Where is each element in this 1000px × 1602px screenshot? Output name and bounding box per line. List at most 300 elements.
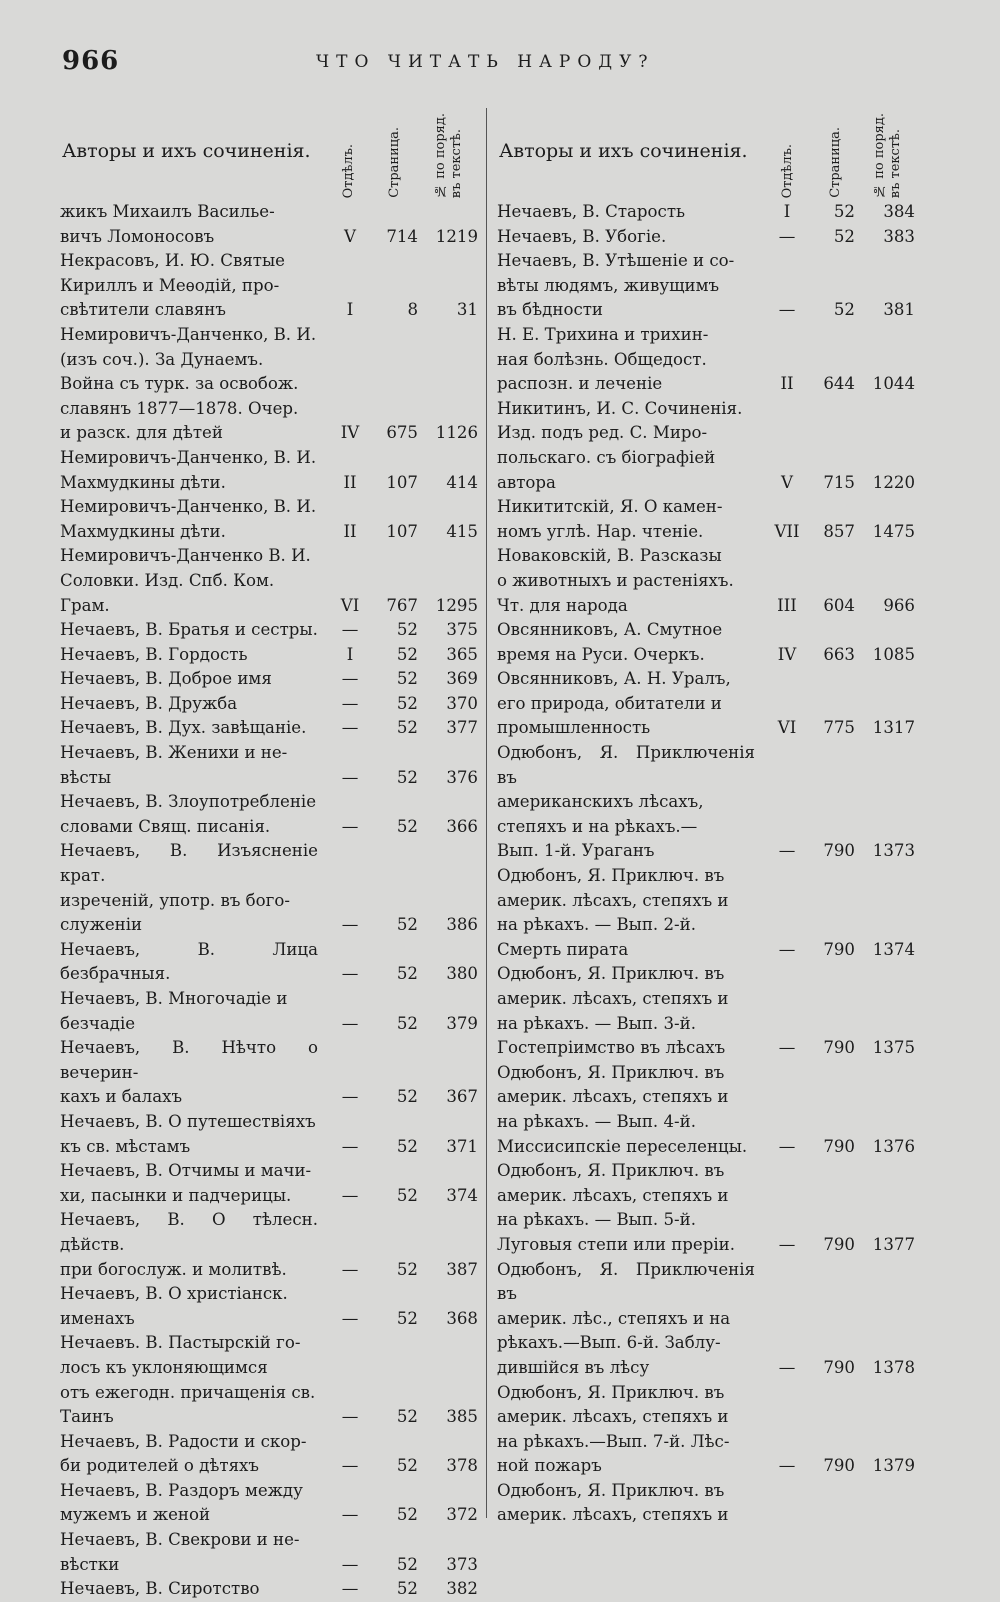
entry-number: 386 <box>446 915 478 935</box>
entry-number: 1126 <box>435 423 478 443</box>
entry-line: Махмудкины дѣти. <box>60 521 226 541</box>
entry-line: промышленность <box>497 718 651 738</box>
entry-numbers <box>328 1405 480 1430</box>
entry-line: Нечаевъ, В. Раздоръ между <box>60 1480 303 1500</box>
entry-line: Нечаевъ, В. Убогіе. <box>497 226 667 246</box>
entry-number: 376 <box>446 767 478 787</box>
entry-section: — <box>778 841 796 861</box>
entry-section: — <box>778 1456 796 1476</box>
entry-numbers <box>328 716 480 741</box>
entry-text <box>60 1282 318 1331</box>
entry-numbers <box>328 225 480 250</box>
entry-page: 52 <box>396 693 418 713</box>
entry-line: вѣсты <box>60 767 112 787</box>
entry-page: 52 <box>396 816 418 836</box>
entry-line: Нечаевъ, В. Доброе имя <box>60 669 272 689</box>
entry-line: степяхъ и на рѣкахъ.— <box>497 816 698 836</box>
index-entry <box>60 618 480 643</box>
entry-numbers <box>328 520 480 545</box>
entry-text <box>60 716 318 741</box>
entry-numbers <box>765 1356 917 1381</box>
entry-numbers <box>765 372 917 397</box>
entry-text <box>60 938 318 987</box>
entry-page: 52 <box>396 1554 418 1574</box>
entry-line: дившійся въ лѣсу <box>497 1357 650 1377</box>
entry-line: (изъ соч.). За Дунаемъ. <box>60 349 264 369</box>
index-entry <box>497 323 921 397</box>
entry-section: — <box>341 620 359 640</box>
entry-line: Одюбонъ, Я. Приключ. въ <box>497 1161 725 1181</box>
index-entry <box>60 667 480 692</box>
entry-number: 385 <box>446 1407 478 1427</box>
index-entry <box>497 1061 921 1159</box>
entry-page: 8 <box>407 300 418 320</box>
entry-numbers <box>328 1553 480 1578</box>
entry-line: время на Руси. Очеркъ. <box>497 644 705 664</box>
entry-page: 52 <box>833 226 855 246</box>
entry-numbers <box>765 643 917 668</box>
entry-number: 379 <box>446 1013 478 1033</box>
entry-line: изреченій, употр. въ бого- <box>60 890 290 910</box>
entry-line: вѣты людямъ, живущимъ <box>497 275 720 295</box>
entry-number: 966 <box>883 595 915 615</box>
entry-text <box>60 790 318 839</box>
entry-page: 52 <box>396 1407 418 1427</box>
entry-page: 714 <box>386 226 418 246</box>
index-entry <box>497 495 921 544</box>
entry-section: II <box>780 374 794 394</box>
entry-line: Таинъ <box>60 1407 114 1427</box>
entry-section: — <box>341 1579 359 1599</box>
entry-line: америк. лѣсахъ, степяхъ и <box>497 890 729 910</box>
entry-text <box>497 1479 755 1528</box>
entry-number: 387 <box>446 1259 478 1279</box>
entry-text <box>60 1430 318 1479</box>
entry-line: америк. лѣсахъ, степяхъ и <box>497 989 729 1008</box>
entry-text <box>60 1159 318 1208</box>
column-header-title: Авторы и ихъ сочиненія. <box>499 140 748 162</box>
entry-numbers <box>328 298 480 323</box>
entry-line: Никитинъ, И. С. Сочиненія. <box>497 398 743 418</box>
entry-line: Одюбонъ, Я. Приключ. въ <box>497 1062 725 1082</box>
entry-line: безчадіе <box>60 1013 136 1033</box>
entry-section: — <box>341 1456 359 1476</box>
index-entry <box>60 200 480 249</box>
entry-line: америк. лѣсахъ, степяхъ и <box>497 1185 729 1205</box>
entry-text <box>497 249 755 323</box>
entry-line: Нечаевъ, В. Злоупотребленіе <box>60 792 317 812</box>
entry-line: о животныхъ и растеніяхъ. <box>497 570 734 590</box>
entry-text <box>497 1381 755 1479</box>
entry-line: въ бѣдности <box>497 300 603 320</box>
entry-line: Нечаевъ, В. Братья и сестры. <box>60 620 318 640</box>
entry-number: 1085 <box>872 644 915 664</box>
entry-numbers <box>328 766 480 791</box>
entry-number: 1374 <box>872 939 915 959</box>
index-entry <box>497 1479 921 1528</box>
entry-numbers <box>328 643 480 668</box>
entry-numbers <box>328 594 480 619</box>
entry-page: 790 <box>823 1038 855 1058</box>
index-entry <box>60 1208 480 1282</box>
entry-line: именахъ <box>60 1308 135 1328</box>
entry-section: — <box>341 1013 359 1033</box>
index-entry <box>497 1258 921 1381</box>
entry-section: — <box>341 1308 359 1328</box>
entry-numbers <box>765 225 917 250</box>
entry-number: 374 <box>446 1185 478 1205</box>
index-entry <box>60 1159 480 1208</box>
index-entry <box>60 741 480 790</box>
entry-line: Немировичъ-Данченко, В. И. <box>60 497 317 517</box>
entry-section: — <box>341 1505 359 1525</box>
entry-line: Некрасовъ, И. Ю. Святые <box>60 251 285 271</box>
entry-line: на рѣкахъ. — Вып. 3-й. <box>497 1013 696 1033</box>
entry-page: 715 <box>823 472 855 492</box>
entry-line: Нечаевъ, В. Дружба <box>60 693 238 713</box>
entry-text <box>60 1528 318 1577</box>
entry-text <box>60 839 318 937</box>
index-entry <box>497 667 921 741</box>
entry-line: Нечаевъ, В. Отчимы и мачи- <box>60 1161 312 1181</box>
entry-number: 368 <box>446 1308 478 1328</box>
entry-section: — <box>341 1554 359 1574</box>
entry-section: V <box>781 472 793 492</box>
entry-page: 52 <box>396 1013 418 1033</box>
entry-section: — <box>778 300 796 320</box>
index-entry <box>60 544 480 618</box>
entry-page: 790 <box>823 1357 855 1377</box>
entry-number: 1044 <box>872 374 915 394</box>
column-header-number-line1: № по поряд. <box>433 113 448 198</box>
entry-numbers <box>765 716 917 741</box>
entry-line: Одюбонъ, Я. Приключ. въ <box>497 1480 725 1500</box>
index-entry <box>60 249 480 323</box>
entry-section: — <box>341 1087 359 1107</box>
entry-line: Одюбонъ, Я. Приключ. въ <box>497 1382 725 1402</box>
entry-number: 378 <box>446 1456 478 1476</box>
index-entry <box>497 225 921 250</box>
entry-numbers <box>328 1135 480 1160</box>
entry-numbers <box>328 1085 480 1110</box>
entry-section: — <box>778 1136 796 1156</box>
entry-line: америк. лѣс., степяхъ и на <box>497 1308 731 1328</box>
entry-page: 790 <box>823 1456 855 1476</box>
entry-text <box>60 741 318 790</box>
entry-page: 857 <box>823 521 855 541</box>
entry-text <box>60 1110 318 1159</box>
entry-page: 52 <box>396 1579 418 1599</box>
entry-number: 370 <box>446 693 478 713</box>
entry-numbers <box>765 520 917 545</box>
entry-line: на рѣкахъ. — Вып. 5-й. <box>497 1210 696 1230</box>
entry-text <box>497 225 755 250</box>
entry-text <box>497 544 755 618</box>
entry-line: Нечаевъ, В. Нѣчто о вечерин- <box>60 1038 318 1082</box>
index-entry <box>60 1430 480 1479</box>
entry-section: V <box>344 226 356 246</box>
entry-page: 790 <box>823 841 855 861</box>
entry-section: III <box>777 595 797 615</box>
entry-line: при богослуж. и молитвѣ. <box>60 1259 287 1279</box>
entry-number: 1220 <box>872 472 915 492</box>
entry-section: VI <box>340 595 360 615</box>
entry-line: Нечаевъ, В. Многочадіе и <box>60 989 288 1008</box>
index-entry <box>60 1577 480 1602</box>
entry-section: — <box>778 939 796 959</box>
entry-text <box>60 1208 318 1282</box>
entry-number: 382 <box>446 1579 478 1599</box>
column-header-section: Отдѣлъ. <box>341 143 356 198</box>
entry-numbers <box>328 1258 480 1283</box>
entry-line: вѣстки <box>60 1554 120 1574</box>
entry-page: 52 <box>396 718 418 738</box>
entry-section: — <box>341 964 359 984</box>
entry-text <box>497 618 755 667</box>
entry-page: 52 <box>396 1136 418 1156</box>
entry-number: 415 <box>446 521 478 541</box>
entry-number: 381 <box>883 300 915 320</box>
entry-number: 1377 <box>872 1234 915 1254</box>
entry-line: Немировичъ-Данченко, В. И. <box>60 324 317 344</box>
entry-line: Нечаевъ, В. О христіанск. <box>60 1284 288 1304</box>
entry-numbers <box>765 471 917 496</box>
index-entry <box>60 1110 480 1159</box>
index-entry <box>60 446 480 495</box>
entry-text <box>60 667 318 692</box>
entry-number: 1295 <box>435 595 478 615</box>
entry-line: Нечаевъ, В. Лица безбрачныя. <box>60 939 318 984</box>
index-entry <box>60 716 480 741</box>
entry-number: 1376 <box>872 1136 915 1156</box>
entry-line: Миссисипскіе переселенцы. <box>497 1136 748 1156</box>
entry-number: 414 <box>446 472 478 492</box>
index-entry <box>497 741 921 864</box>
entry-line: на рѣкахъ.—Вып. 7-й. Лѣс- <box>497 1431 730 1451</box>
index-entry <box>497 397 921 495</box>
entry-line: Нечаевъ, В. О путешествіяхъ <box>60 1111 316 1131</box>
entry-text <box>497 1258 755 1381</box>
entry-text <box>60 643 318 668</box>
entry-numbers <box>765 298 917 323</box>
entry-line: Махмудкины дѣти. <box>60 472 226 492</box>
entry-page: 52 <box>396 1505 418 1525</box>
entry-numbers <box>328 1503 480 1528</box>
index-entry <box>60 1036 480 1110</box>
entry-numbers <box>328 1454 480 1479</box>
entry-line: Нечаевъ, В. Старость <box>497 202 686 221</box>
entry-numbers <box>765 839 917 864</box>
entry-line: Нечаевъ. В. Пастырскій го- <box>60 1333 301 1353</box>
entry-text <box>497 864 755 962</box>
index-entry <box>60 1331 480 1429</box>
entry-numbers <box>328 421 480 446</box>
entry-line: Вып. 1-й. Ураганъ <box>497 841 655 861</box>
entry-section: — <box>778 1234 796 1254</box>
entry-section: I <box>346 644 354 664</box>
column-header <box>60 102 480 200</box>
index-entry <box>60 1528 480 1577</box>
entry-line: Н. Е. Трихина и трихин- <box>497 324 709 344</box>
entry-section: — <box>778 226 796 246</box>
entry-line: Новаковскій, В. Разсказы <box>497 546 722 566</box>
entry-section: II <box>343 521 357 541</box>
entry-page: 790 <box>823 939 855 959</box>
entry-section: — <box>341 1259 359 1279</box>
entry-text <box>60 1331 318 1429</box>
entry-line: Нечаевъ, В. Изъясненіе крат. <box>60 841 318 886</box>
entry-text <box>60 446 318 495</box>
column-header <box>497 102 921 200</box>
entry-line: Нечаевъ, В. Сиротство <box>60 1579 260 1599</box>
entry-line: мужемъ и женой <box>60 1505 211 1525</box>
entry-numbers <box>765 594 917 619</box>
entry-section: VII <box>774 521 800 541</box>
entry-section: VI <box>777 718 797 738</box>
entry-line: Соловки. Изд. Спб. Ком. <box>60 570 275 590</box>
entry-line: Грам. <box>60 595 110 615</box>
entry-text <box>497 200 755 225</box>
index-entry <box>497 200 921 225</box>
entry-page: 52 <box>396 1185 418 1205</box>
entry-text <box>497 397 755 495</box>
index-entry <box>60 1479 480 1528</box>
index-entry <box>60 839 480 937</box>
index-entry <box>497 1159 921 1257</box>
entry-section: — <box>341 1407 359 1427</box>
entry-line: хи, пасынки и падчерицы. <box>60 1185 292 1205</box>
entry-line: кахъ и балахъ <box>60 1087 183 1107</box>
entry-text <box>60 200 318 249</box>
entry-line: словами Свящ. писанія. <box>60 816 271 836</box>
entry-numbers <box>328 692 480 717</box>
entry-line: америк. лѣсахъ, степяхъ и <box>497 1407 729 1427</box>
entry-section: — <box>341 669 359 689</box>
entry-numbers <box>328 471 480 496</box>
entry-line: америк. лѣсахъ, степяхъ и <box>497 1087 729 1107</box>
entry-numbers <box>328 815 480 840</box>
entry-section: IV <box>777 644 797 664</box>
entry-number: 1317 <box>872 718 915 738</box>
entry-page: 52 <box>396 1087 418 1107</box>
entry-page: 52 <box>396 1456 418 1476</box>
entry-number: 1379 <box>872 1456 915 1476</box>
entry-text <box>60 544 318 618</box>
entry-section: I <box>783 202 791 221</box>
left-entry-list <box>60 200 480 1602</box>
entry-section: I <box>346 300 354 320</box>
entry-number: 380 <box>446 964 478 984</box>
entry-number: 373 <box>446 1554 478 1574</box>
index-entry <box>60 987 480 1036</box>
entry-text <box>497 962 755 1060</box>
entry-text <box>60 1479 318 1528</box>
entry-number: 366 <box>446 816 478 836</box>
index-entry <box>497 1381 921 1479</box>
index-entry <box>497 962 921 1060</box>
entry-line: американскихъ лѣсахъ, <box>497 792 704 812</box>
index-entry <box>60 938 480 987</box>
entry-numbers <box>328 667 480 692</box>
index-entry <box>60 692 480 717</box>
entry-line: ной пожаръ <box>497 1456 602 1476</box>
index-entry <box>497 618 921 667</box>
entry-line: польскаго. съ біографіей <box>497 447 716 467</box>
entry-numbers <box>328 962 480 987</box>
entry-line: Одюбонъ, Я. Приключенія въ <box>497 743 755 787</box>
entry-numbers <box>328 618 480 643</box>
entry-line: ная болѣзнь. Общедост. <box>497 349 707 369</box>
entry-line: Одюбонъ, Я. Приключенія въ <box>497 1259 755 1304</box>
entry-number: 384 <box>883 202 915 221</box>
entry-line: вичъ Ломоносовъ <box>60 226 215 246</box>
entry-number: 1375 <box>872 1038 915 1058</box>
right-column <box>497 102 921 1528</box>
entry-line: Нечаевъ, В. Свекрови и не- <box>60 1530 300 1550</box>
entry-page: 52 <box>396 1259 418 1279</box>
entry-page: 107 <box>386 521 418 541</box>
entry-section: — <box>341 915 359 935</box>
entry-line: Одюбонъ, Я. Приключ. въ <box>497 866 725 886</box>
entry-line: Нечаевъ, В. Радости и скор- <box>60 1431 307 1451</box>
entry-page: 675 <box>386 423 418 443</box>
entry-line: Одюбонъ, Я. Приключ. въ <box>497 964 725 984</box>
entry-line: би родителей о дѣтяхъ <box>60 1456 259 1476</box>
column-header-page: Страница. <box>387 127 402 198</box>
index-entry <box>497 249 921 323</box>
entry-text <box>497 323 755 397</box>
entry-page: 52 <box>396 644 418 664</box>
entry-numbers <box>328 1184 480 1209</box>
entry-line: свѣтители славянъ <box>60 300 226 320</box>
entry-page: 52 <box>833 202 855 221</box>
entry-page: 52 <box>396 620 418 640</box>
entry-line: Гостепріимство въ лѣсахъ <box>497 1038 726 1058</box>
entry-number: 369 <box>446 669 478 689</box>
entry-number: 383 <box>883 226 915 246</box>
entry-page: 663 <box>823 644 855 664</box>
column-divider <box>486 108 487 1518</box>
entry-number: 371 <box>446 1136 478 1156</box>
entry-numbers <box>765 1454 917 1479</box>
entry-line: Нечаевъ, В. Утѣшеніе и со- <box>497 251 735 271</box>
entry-line: лосъ къ уклоняющимся <box>60 1357 268 1377</box>
entry-line: Смерть пирата <box>497 939 629 959</box>
entry-page: 52 <box>396 767 418 787</box>
entry-page: 52 <box>396 1308 418 1328</box>
entry-line: и разск. для дѣтей <box>60 423 223 443</box>
entry-line: на рѣкахъ. — Вып. 4-й. <box>497 1111 696 1131</box>
entry-numbers <box>328 913 480 938</box>
entry-text <box>60 495 318 544</box>
entry-page: 604 <box>823 595 855 615</box>
entry-page: 644 <box>823 374 855 394</box>
entry-section: — <box>778 1357 796 1377</box>
column-header-page: Страница. <box>828 127 843 198</box>
entry-numbers <box>765 1135 917 1160</box>
entry-numbers <box>328 1577 480 1602</box>
entry-numbers <box>765 1233 917 1258</box>
entry-line: славянъ 1877—1878. Очер. <box>60 398 299 418</box>
entry-line: Никититскій, Я. О камен- <box>497 497 723 517</box>
entry-line: служеніи <box>60 915 143 935</box>
left-column <box>60 102 480 1602</box>
entry-line: рѣкахъ.—Вып. 6-й. Заблу- <box>497 1333 721 1353</box>
entry-section: — <box>341 718 359 738</box>
entry-line: номъ углѣ. Нар. чтеніе. <box>497 521 704 541</box>
entry-text <box>60 1036 318 1110</box>
entry-text <box>60 323 318 446</box>
